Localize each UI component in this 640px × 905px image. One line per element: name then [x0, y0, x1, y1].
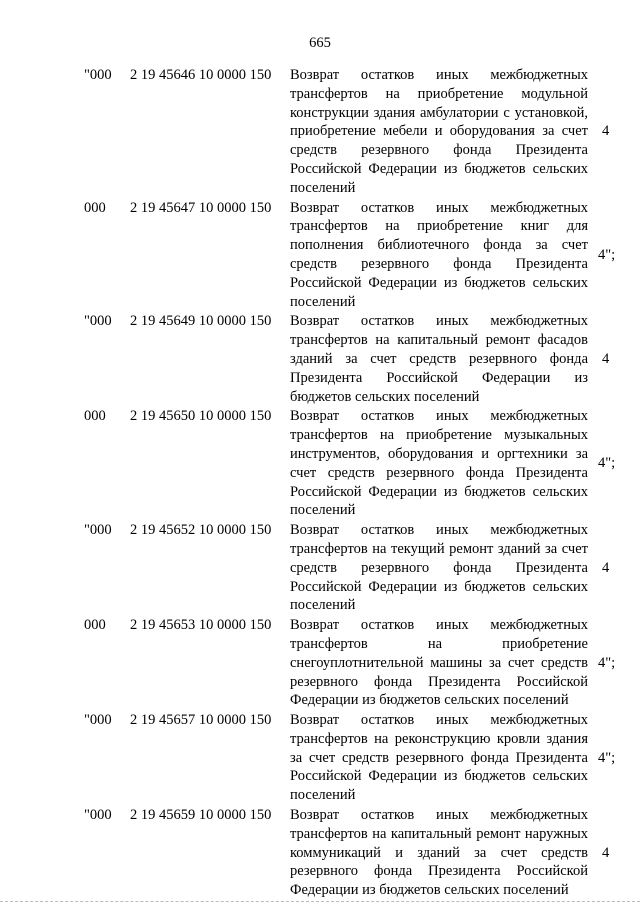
table-row: [0, 711, 640, 805]
budget-classification-code: 2 19 45647 10 0000 150: [130, 199, 272, 216]
row-description: Возврат остатков иных межбюджетных трансфертов на приобретение модульной конструкции здания амбулатории с установкой, приобретение мебели и оборудования за счет средств резервного фонда Президента Российской Федерации из бюджетов сельских поселений: [290, 67, 588, 196]
row-amount: 4";: [598, 455, 616, 472]
row-description: Возврат остатков иных межбюджетных трансфертов на приобретение музыкальных инструментов, оборудования и оргтехники за счет средств резервного фонда Президента Российской Федерации из бюджетов сельских поселений: [290, 408, 588, 519]
admin-code: "000: [84, 712, 112, 729]
row-description: Возврат остатков иных межбюджетных трансфертов на приобретение книг для пополнения библиотечного фонда за счет средств резервного фонда Президента Российской Федерации из бюджетов сельских поселений: [290, 199, 588, 310]
budget-classification-code: 2 19 45650 10 0000 150: [130, 408, 272, 425]
admin-code: "000: [84, 67, 112, 83]
row-description: Возврат остатков иных межбюджетных трансфертов на реконструкцию кровли здания за счет средств резервного фонда Президента Российской Федерации из бюджетов сельских поселений: [290, 712, 588, 804]
budget-classification-code: 2 19 45646 10 0000 150: [130, 67, 272, 83]
table-row: [0, 66, 640, 198]
admin-code: 000: [84, 199, 106, 216]
budget-classification-code: 2 19 45652 10 0000 150: [130, 522, 272, 539]
table-row: [0, 199, 640, 312]
row-amount: 4";: [598, 749, 616, 766]
admin-code: "000: [84, 522, 112, 539]
page-number: 665: [309, 35, 331, 51]
table-row: [0, 521, 640, 615]
row-description: Возврат остатков иных межбюджетных трансфертов на приобретение снегоуплотнительной машины за счет средств резервного фонда Президента Российской Федерации из бюджетов сельских поселений: [290, 617, 588, 709]
row-description: Возврат остатков иных межбюджетных трансфертов на текущий ремонт зданий за счет средств резервного фонда Президента Российской Федерации из бюджетов сельских поселений: [290, 522, 588, 614]
table-row: [0, 407, 640, 520]
budget-classification-code: 2 19 45649 10 0000 150: [130, 313, 272, 330]
row-description: Возврат остатков иных межбюджетных трансфертов на капитальный ремонт наружных коммуникаций и зданий за счет средств резервного фонда Президента Российской Федерации из бюджетов сельских поселений: [290, 807, 588, 899]
admin-code: 000: [84, 617, 106, 634]
table-row: [0, 806, 640, 900]
admin-code: "000: [84, 807, 112, 824]
budget-classification-code: 2 19 45657 10 0000 150: [130, 712, 272, 729]
scan-edge-line: [0, 901, 640, 903]
row-amount: 4: [602, 559, 610, 576]
admin-code: 000: [84, 408, 106, 425]
table-row: [0, 616, 640, 710]
row-amount: 4";: [598, 654, 616, 671]
row-amount: 4: [602, 123, 610, 140]
row-amount: 4: [602, 844, 610, 861]
admin-code: "000: [84, 313, 112, 330]
row-description: Возврат остатков иных межбюджетных трансфертов на капитальный ремонт фасадов зданий за счет средств резервного фонда Президента Российской Федерации из бюджетов сельских поселений: [290, 313, 588, 405]
budget-classification-code: 2 19 45659 10 0000 150: [130, 807, 272, 824]
budget-code-table: [0, 66, 640, 901]
budget-classification-code: 2 19 45653 10 0000 150: [130, 617, 272, 634]
table-row: [0, 312, 640, 406]
row-amount: 4: [602, 350, 610, 367]
row-amount: 4";: [598, 246, 616, 263]
